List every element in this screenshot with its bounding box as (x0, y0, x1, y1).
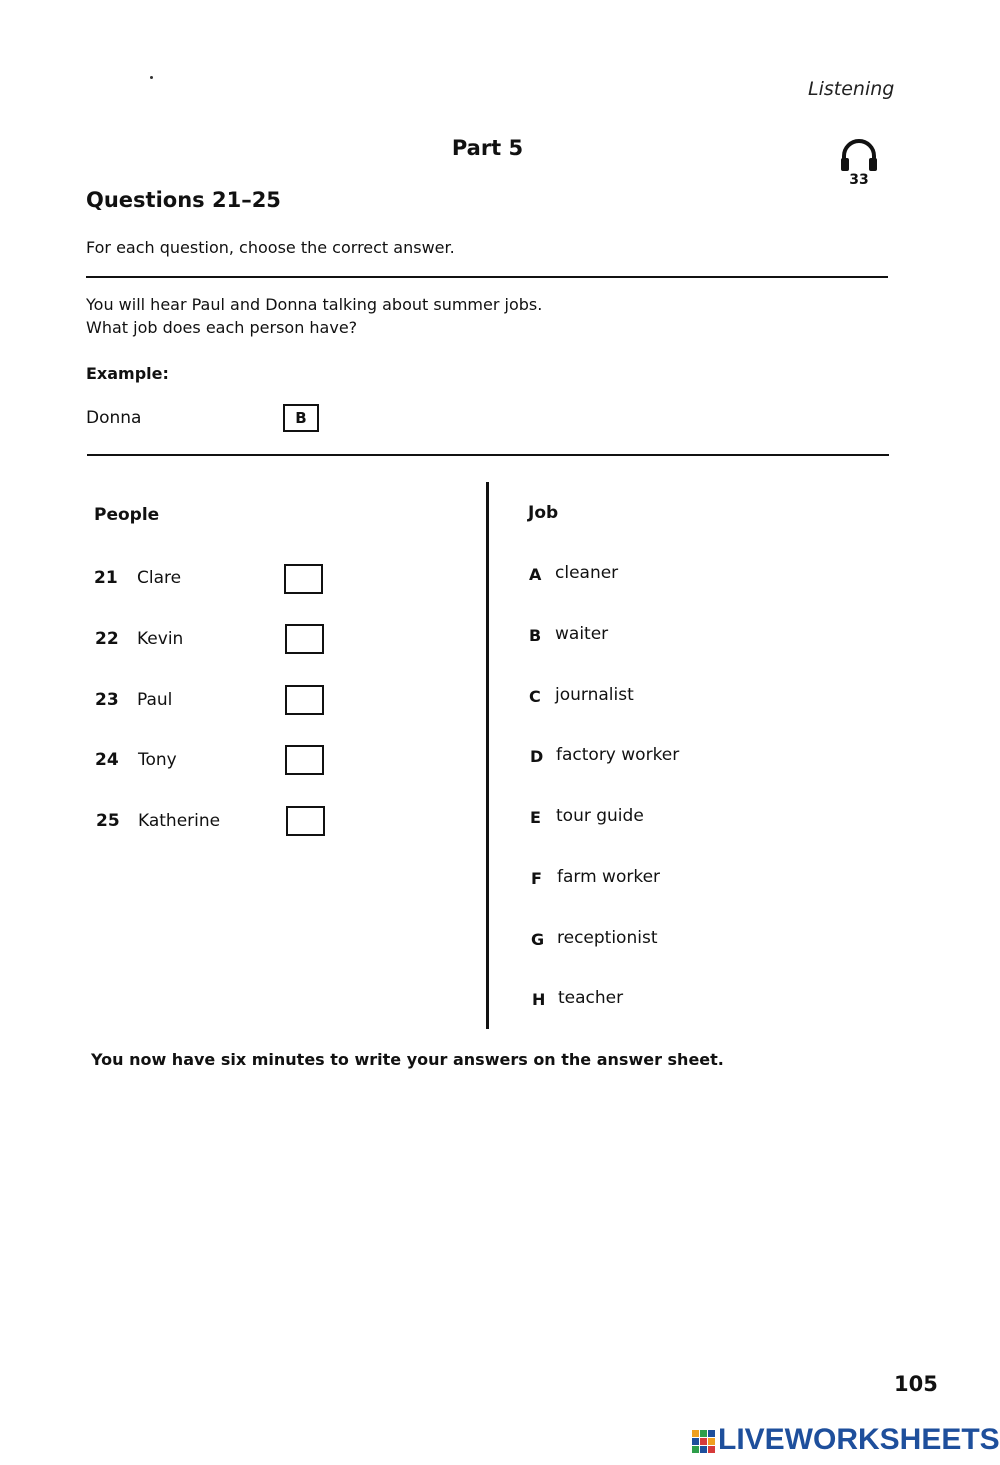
divider-top (86, 276, 888, 278)
question-number: 25 (96, 811, 120, 831)
job-letter: C (529, 687, 541, 706)
job-letter: D (530, 747, 544, 766)
example-label: Example: (86, 364, 169, 383)
answer-box-24[interactable] (285, 745, 324, 775)
job-option: cleaner (555, 563, 619, 583)
column-divider (486, 482, 489, 1029)
answer-box-25[interactable] (286, 806, 325, 836)
job-letter: H (532, 990, 546, 1009)
track-number: 33 (849, 172, 869, 188)
question-number: 21 (94, 568, 118, 588)
answer-box-23[interactable] (285, 685, 324, 715)
job-option: receptionist (557, 928, 658, 948)
question-number: 22 (95, 629, 119, 649)
answer-box-21[interactable] (284, 564, 323, 594)
answer-box-22[interactable] (285, 624, 324, 654)
job-option: waiter (555, 624, 609, 644)
job-letter: F (531, 869, 542, 888)
section-label: Listening (808, 78, 895, 100)
job-heading: Job (528, 503, 559, 523)
people-heading: People (94, 505, 160, 525)
job-letter: G (531, 930, 545, 949)
liveworksheets-logo-icon (692, 1430, 716, 1454)
job-option: farm worker (557, 867, 661, 887)
job-letter: E (530, 808, 541, 827)
question-person: Clare (137, 568, 182, 588)
question-person: Tony (138, 750, 177, 770)
questions-heading: Questions 21–25 (86, 188, 281, 212)
job-option: journalist (555, 685, 634, 705)
question-person: Katherine (138, 811, 221, 831)
job-option: teacher (558, 988, 624, 1008)
question-number: 24 (95, 750, 119, 770)
question-number: 23 (95, 690, 119, 710)
job-option: factory worker (556, 745, 680, 765)
intro-line-1: You will hear Paul and Donna talking about summer jobs. (86, 295, 543, 314)
question-person: Kevin (137, 629, 184, 649)
job-option: tour guide (556, 806, 644, 826)
divider-bottom (87, 454, 889, 456)
example-answer-box: B (283, 404, 319, 432)
page-speck (150, 76, 153, 79)
liveworksheets-watermark: LIVEWORKSHEETS (718, 1423, 1000, 1456)
question-person: Paul (137, 690, 173, 710)
part-title: Part 5 (451, 136, 524, 160)
page-number: 105 (894, 1372, 938, 1396)
instruction-text: For each question, choose the correct answer. (86, 238, 455, 257)
closing-note: You now have six minutes to write your answers on the answer sheet. (91, 1050, 724, 1069)
example-name: Donna (86, 408, 142, 428)
intro-line-2: What job does each person have? (86, 318, 358, 337)
job-letter: A (529, 565, 542, 584)
job-letter: B (529, 626, 542, 645)
